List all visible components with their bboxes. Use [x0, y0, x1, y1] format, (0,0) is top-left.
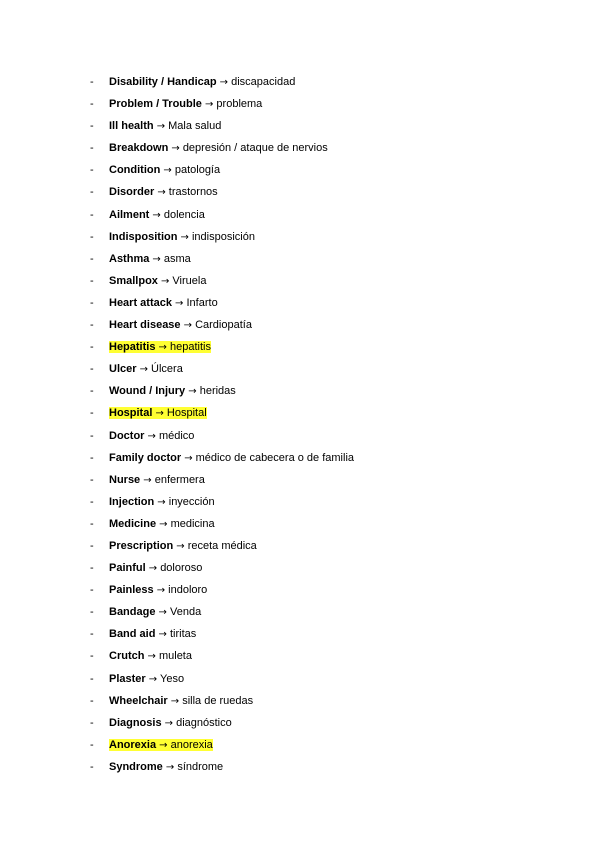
vocab-item [90, 513, 354, 535]
arrow-icon: → [175, 297, 184, 309]
arrow-icon: → [147, 430, 156, 442]
list-bullet: - [90, 738, 94, 751]
vocab-item [90, 469, 354, 491]
entry-text [109, 540, 257, 552]
spanish-translation: discapacidad [231, 76, 296, 88]
vocab-item [90, 159, 354, 181]
highlighted-entry [109, 739, 213, 751]
english-term: Anorexia [109, 738, 157, 751]
entry-text [109, 562, 202, 574]
entry-text [109, 518, 215, 530]
english-term: Syndrome [109, 760, 163, 773]
entry-text [109, 430, 194, 442]
english-term: Hospital [109, 407, 153, 420]
english-term: Disorder [109, 186, 155, 199]
spanish-translation: patología [174, 164, 221, 177]
spanish-translation: Yeso [160, 672, 185, 685]
arrow-icon: → [164, 717, 174, 729]
vocab-item [90, 447, 354, 469]
vocab-item [90, 645, 354, 667]
entry-text [109, 98, 262, 110]
arrow-icon: → [157, 496, 166, 508]
entry-text [109, 474, 205, 486]
spanish-translation: problema [216, 98, 263, 111]
arrow-icon: → [219, 77, 229, 88]
english-term: Diagnosis [109, 716, 162, 729]
list-bullet: - [90, 252, 94, 265]
entry-text [109, 584, 207, 596]
spanish-translation: Venda [169, 606, 202, 619]
spanish-translation: tiritas [169, 628, 197, 641]
list-bullet: - [90, 76, 94, 88]
list-bullet: - [90, 694, 94, 707]
arrow-icon: → [204, 99, 214, 111]
vocab-item [90, 601, 354, 623]
arrow-icon: → [183, 320, 192, 332]
spanish-translation: inyección [168, 495, 215, 508]
arrow-icon: → [143, 474, 152, 486]
arrow-icon: → [180, 231, 189, 243]
list-bullet: - [90, 716, 94, 729]
english-term: Family doctor [109, 451, 182, 464]
list-bullet: - [90, 606, 94, 619]
english-term: Problem / Trouble [109, 98, 202, 111]
arrow-icon: → [147, 651, 156, 663]
vocab-item [90, 579, 354, 601]
list-bullet: - [90, 296, 94, 309]
vocab-item [90, 623, 354, 645]
list-bullet: - [90, 208, 94, 221]
arrow-icon: → [184, 452, 193, 464]
spanish-translation: Hospital [166, 407, 207, 420]
vocab-item [90, 270, 354, 292]
list-bullet: - [90, 562, 94, 575]
entry-text [109, 673, 184, 685]
english-term: Doctor [109, 429, 145, 442]
arrow-icon: → [152, 253, 161, 265]
english-term: Heart attack [109, 296, 172, 309]
spanish-translation: Infarto [186, 296, 218, 309]
entry-text [109, 209, 205, 221]
entry-text [109, 695, 253, 707]
list-bullet: - [90, 517, 94, 530]
vocab-item [90, 690, 354, 712]
entry-text [109, 76, 295, 88]
entry-text [109, 253, 191, 265]
vocab-item [90, 402, 354, 424]
spanish-translation: anorexia [170, 738, 213, 751]
vocab-item [90, 712, 354, 734]
spanish-translation: hepatitis [169, 341, 211, 354]
vocab-item [90, 358, 354, 380]
vocab-item [90, 248, 354, 270]
spanish-translation: muleta [158, 650, 192, 663]
spanish-translation: indoloro [168, 584, 208, 597]
english-term: Plaster [109, 672, 146, 685]
arrow-icon: → [163, 165, 172, 177]
vocab-item [90, 491, 354, 513]
spanish-translation: médico de cabecera o de familia [195, 451, 355, 464]
list-bullet: - [90, 539, 94, 552]
spanish-translation: Viruela [172, 274, 207, 287]
arrow-icon: → [155, 408, 164, 420]
entry-text [109, 142, 328, 154]
list-bullet: - [90, 451, 94, 464]
arrow-icon: → [159, 739, 168, 751]
list-bullet: - [90, 495, 94, 508]
list-bullet: - [90, 341, 94, 354]
vocab-item [90, 535, 354, 557]
arrow-icon: → [188, 386, 197, 398]
spanish-translation: medicina [170, 517, 215, 530]
english-term: Painless [109, 584, 154, 597]
spanish-translation: asma [163, 252, 191, 265]
entry-text [109, 385, 236, 397]
vocabulary-list [90, 71, 354, 778]
list-bullet: - [90, 385, 94, 398]
spanish-translation: síndrome [177, 760, 224, 773]
english-term: Bandage [109, 606, 156, 619]
list-bullet: - [90, 98, 94, 111]
list-bullet: - [90, 319, 94, 332]
english-term: Asthma [109, 252, 150, 265]
spanish-translation: Úlcera [151, 363, 183, 376]
list-bullet: - [90, 473, 94, 486]
entry-text [109, 164, 220, 176]
vocab-item [90, 226, 354, 248]
vocab-item [90, 668, 354, 690]
list-bullet: - [90, 760, 94, 773]
vocab-item [90, 204, 354, 226]
english-term: Indisposition [109, 230, 178, 243]
arrow-icon: → [156, 121, 166, 133]
arrow-icon: → [170, 695, 180, 707]
list-bullet: - [90, 142, 94, 155]
english-term: Band aid [109, 628, 156, 641]
list-bullet: - [90, 584, 94, 597]
arrow-icon: → [139, 364, 148, 376]
arrow-icon: → [157, 187, 166, 199]
entry-text [109, 650, 192, 662]
spanish-translation: indisposición [191, 230, 255, 243]
entry-text [109, 120, 221, 132]
vocab-item [90, 557, 354, 579]
english-term: Heart disease [109, 319, 181, 332]
list-bullet: - [90, 672, 94, 685]
list-bullet: - [90, 120, 94, 133]
list-bullet: - [90, 274, 94, 287]
spanish-translation: doloroso [160, 562, 203, 575]
english-term: Prescription [109, 539, 174, 552]
spanish-translation: silla de ruedas [182, 694, 254, 707]
entry-text [109, 606, 201, 618]
vocab-item [90, 93, 354, 115]
highlighted-entry [109, 407, 207, 419]
english-term: Condition [109, 164, 161, 177]
english-term: Ill health [109, 120, 154, 133]
entry-text [109, 452, 354, 464]
entry-text [109, 496, 215, 508]
english-term: Disability / Handicap [109, 76, 217, 88]
list-bullet: - [90, 164, 94, 177]
spanish-translation: enfermera [154, 473, 205, 486]
english-term: Ulcer [109, 363, 137, 376]
vocab-item [90, 115, 354, 137]
vocab-item [90, 336, 354, 358]
list-bullet: - [90, 407, 94, 420]
entry-text [109, 297, 218, 309]
vocab-item [90, 756, 354, 778]
english-term: Hepatitis [109, 341, 156, 354]
arrow-icon: → [159, 518, 168, 530]
english-term: Painful [109, 562, 146, 575]
arrow-icon: → [160, 275, 170, 287]
vocab-item [90, 314, 354, 336]
spanish-translation: receta médica [187, 539, 257, 552]
list-bullet: - [90, 230, 94, 243]
arrow-icon: → [156, 585, 166, 597]
arrow-icon: → [158, 607, 167, 619]
spanish-translation: diagnóstico [176, 716, 232, 729]
english-term: Nurse [109, 473, 141, 486]
vocab-item [90, 734, 354, 756]
vocab-item [90, 181, 354, 203]
arrow-icon: → [165, 761, 175, 773]
highlighted-entry [109, 341, 211, 353]
arrow-icon: → [148, 563, 158, 575]
english-term: Breakdown [109, 142, 169, 155]
entry-text [109, 319, 252, 331]
english-term: Ailment [109, 208, 150, 221]
english-term: Medicine [109, 517, 157, 530]
entry-text [109, 231, 255, 243]
arrow-icon: → [158, 342, 167, 354]
spanish-translation: depresión / ataque de nervios [182, 142, 328, 155]
vocab-item [90, 380, 354, 402]
spanish-translation: trastornos [168, 186, 218, 199]
vocab-item [90, 137, 354, 159]
english-term: Injection [109, 495, 155, 508]
vocab-item [90, 71, 354, 93]
spanish-translation: Cardiopatía [195, 319, 252, 332]
arrow-icon: → [176, 540, 185, 552]
entry-text [109, 628, 196, 640]
arrow-icon: → [171, 143, 180, 155]
vocab-item [90, 292, 354, 314]
spanish-translation: heridas [199, 385, 236, 398]
list-bullet: - [90, 186, 94, 199]
arrow-icon: → [158, 629, 167, 641]
spanish-translation: Mala salud [168, 120, 222, 133]
list-bullet: - [90, 628, 94, 641]
vocab-item [90, 425, 354, 447]
entry-text [109, 275, 206, 287]
english-term: Wheelchair [109, 694, 168, 707]
entry-text [109, 186, 218, 198]
entry-text [109, 761, 223, 773]
list-bullet: - [90, 429, 94, 442]
english-term: Crutch [109, 650, 145, 663]
english-term: Wound / Injury [109, 385, 186, 398]
entry-text [109, 717, 232, 729]
list-bullet: - [90, 363, 94, 376]
spanish-translation: médico [158, 429, 195, 442]
spanish-translation: dolencia [163, 208, 205, 221]
english-term: Smallpox [109, 274, 158, 287]
arrow-icon: → [148, 673, 158, 685]
arrow-icon: → [152, 209, 161, 221]
list-bullet: - [90, 650, 94, 663]
entry-text [109, 363, 183, 375]
